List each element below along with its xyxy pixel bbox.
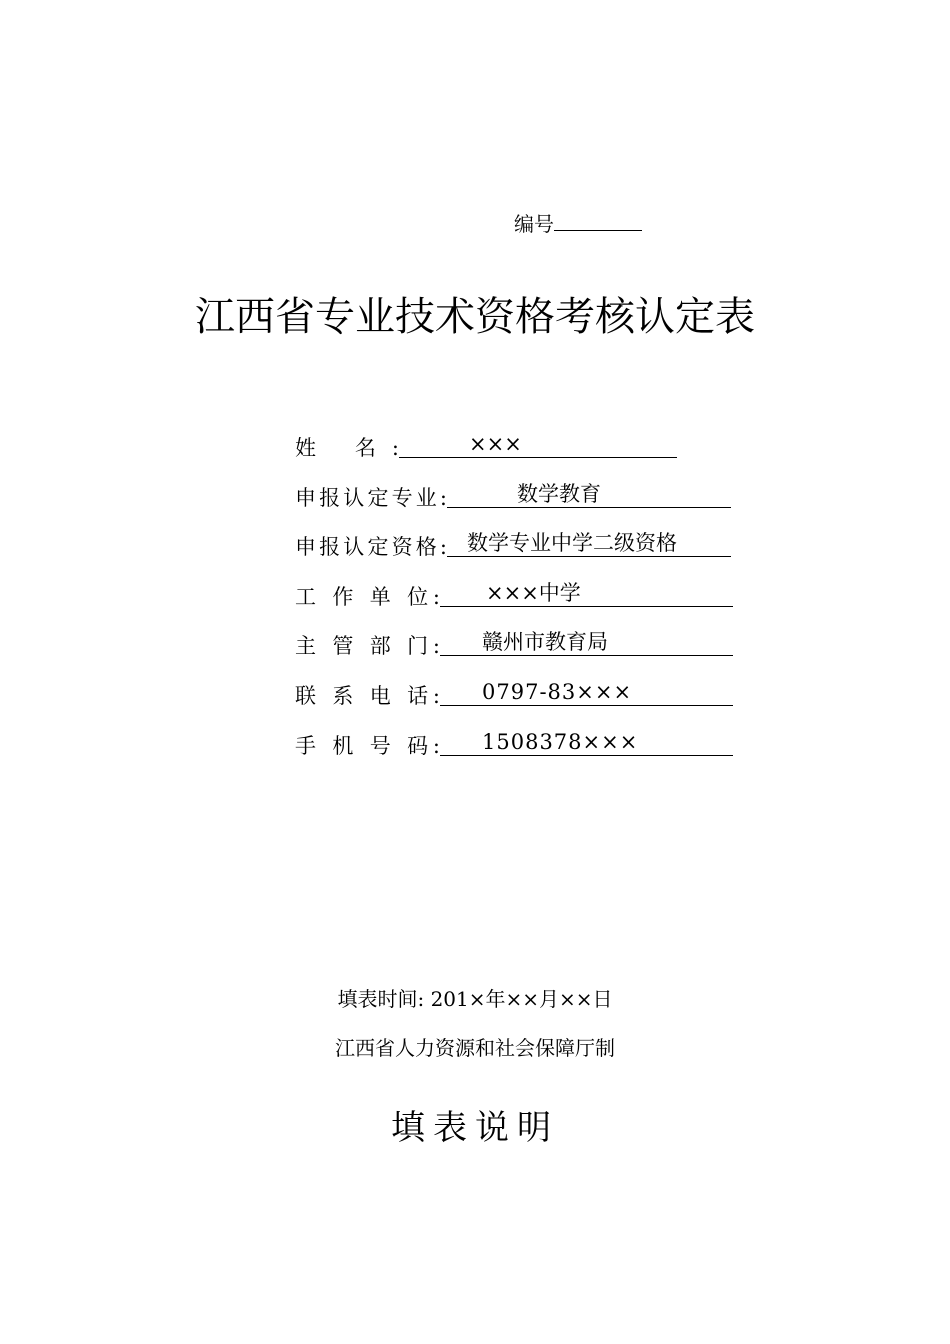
- form-row-department: [295, 628, 733, 678]
- page-title: 江西省专业技术资格考核认定表: [195, 294, 755, 340]
- department-label: 主 管 部 门:: [295, 634, 440, 659]
- form-row-name: [295, 430, 733, 480]
- form-row-mobile: [295, 728, 733, 778]
- fill-date: 填表时间: 201×年××月××日: [337, 987, 613, 1011]
- serial-number-field[interactable]: [554, 212, 642, 231]
- qualification-field[interactable]: 数学专业中学二级资格: [447, 529, 731, 557]
- major-field[interactable]: 数学教育: [447, 480, 731, 508]
- department-field[interactable]: 赣州市教育局: [440, 628, 733, 656]
- form-row-qualification: [295, 529, 733, 579]
- name-field[interactable]: ×××: [399, 430, 677, 458]
- employer-label: 工 作 单 位:: [295, 584, 440, 609]
- qualification-label: 申报认定资格:: [295, 535, 447, 560]
- mobile-label: 手 机 号 码:: [295, 733, 440, 758]
- form-row-employer: [295, 579, 733, 629]
- form-row-major: [295, 480, 733, 530]
- employer-field[interactable]: ×××中学: [440, 579, 733, 607]
- issuer: 江西省人力资源和社会保障厅制: [335, 1036, 615, 1060]
- applicant-info-form: [295, 430, 733, 777]
- phone-field[interactable]: 0797-83×××: [440, 678, 733, 706]
- mobile-field[interactable]: 1508378×××: [440, 728, 733, 756]
- form-row-phone: [295, 678, 733, 728]
- phone-label: 联 系 电 话:: [295, 683, 440, 708]
- instructions-heading: 填表说明: [391, 1108, 559, 1148]
- serial-number: [514, 208, 642, 237]
- major-label: 申报认定专业:: [295, 485, 447, 510]
- name-label: 姓 名:: [295, 436, 399, 460]
- serial-number-label: 编号: [514, 212, 554, 236]
